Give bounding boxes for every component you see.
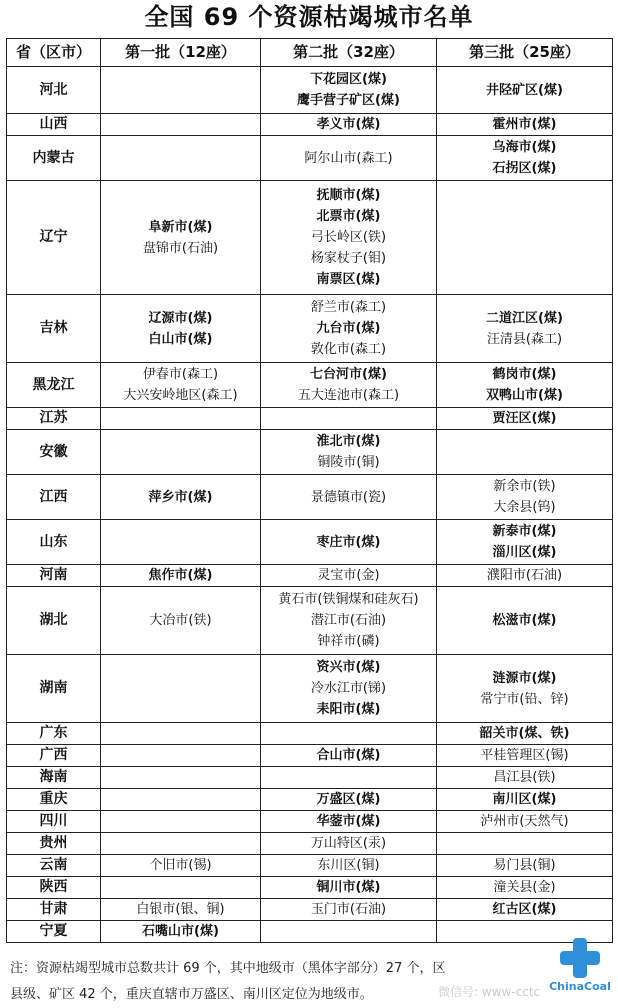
batch-2-cell	[261, 833, 437, 855]
city-entry: 韶关市(煤、铁)	[479, 726, 570, 741]
footnote-line-1: 注：资源枯竭型城市总数共计 69 个，其中地级市（黑体字部分）27 个，区	[10, 961, 446, 976]
batch-2-cell	[261, 114, 437, 136]
header-batch-3: 第三批（25座）	[437, 39, 613, 67]
city-entry: 新泰市(煤)	[492, 524, 557, 539]
batch-1-cell	[101, 520, 261, 565]
province-cell: 辽宁	[7, 181, 101, 295]
batch-2-cell	[261, 295, 437, 363]
table-row	[7, 811, 613, 833]
city-entry: 辽源市(煤)	[148, 310, 213, 326]
table-row	[7, 833, 613, 855]
batch-2-cell	[261, 789, 437, 811]
city-entry: 黄石市(铁铜煤和硅灰石)	[278, 592, 419, 607]
table-row	[7, 745, 613, 767]
batch-1-cell	[101, 475, 261, 520]
batch-1-cell	[101, 767, 261, 789]
city-entry: 石嘴山市(煤)	[142, 924, 219, 939]
province-cell: 内蒙古	[7, 136, 101, 181]
city-entry: 灵宝市(金)	[317, 568, 380, 583]
city-entry: 盘锦市(石油)	[142, 240, 219, 256]
table-body	[7, 67, 613, 943]
batch-1-cell	[101, 408, 261, 430]
city-entry: 七台河市(煤)	[310, 367, 387, 382]
batch-3-cell	[437, 855, 613, 877]
batch-2-cell	[261, 565, 437, 587]
batch-3-cell	[437, 363, 613, 408]
city-entry: 南川区(煤)	[492, 792, 557, 807]
batch-1-cell	[101, 789, 261, 811]
province-cell: 广东	[7, 723, 101, 745]
city-entry: 鹰手营子矿区(煤)	[297, 93, 400, 108]
city-entry: 华蓥市(煤)	[316, 814, 381, 829]
province-cell: 河北	[7, 67, 101, 114]
batch-1-cell	[101, 877, 261, 899]
city-entry: 枣庄市(煤)	[316, 534, 381, 550]
batch-2-cell	[261, 430, 437, 475]
chinacoal-logo	[548, 936, 612, 998]
city-entry: 钟祥市(磷)	[317, 634, 380, 649]
city-entry: 下花园区(煤)	[310, 72, 387, 87]
batch-2-cell	[261, 877, 437, 899]
city-entry: 石拐区(煤)	[492, 161, 557, 176]
batch-3-cell	[437, 723, 613, 745]
batch-2-cell	[261, 136, 437, 181]
city-entry: 淮北市(煤)	[316, 434, 381, 449]
footnote-line-2: 县级、矿区 42 个，重庆直辖市万盛区、南川区定位为地级市。	[10, 987, 373, 1002]
batch-1-cell	[101, 723, 261, 745]
table-row	[7, 855, 613, 877]
city-list-table	[6, 38, 613, 943]
table-row	[7, 136, 613, 181]
city-entry: 弓长岭区(铁)	[310, 230, 387, 245]
batch-3-cell	[437, 181, 613, 295]
city-entry: 个旧市(锡)	[149, 858, 212, 873]
batch-3-cell	[437, 67, 613, 114]
city-entry: 潼关县(金)	[493, 880, 556, 895]
batch-1-cell	[101, 899, 261, 921]
city-entry: 萍乡市(煤)	[148, 489, 213, 505]
city-entry: 敦化市(森工)	[310, 342, 387, 357]
batch-1-cell	[101, 181, 261, 295]
table-row	[7, 475, 613, 520]
batch-2-cell	[261, 475, 437, 520]
city-entry: 易门县(铜)	[493, 858, 556, 873]
city-entry: 北票市(煤)	[316, 209, 381, 224]
batch-3-cell	[437, 520, 613, 565]
city-entry: 乌海市(煤)	[492, 140, 557, 155]
table-row	[7, 430, 613, 475]
batch-3-cell	[437, 877, 613, 899]
city-entry: 红古区(煤)	[492, 902, 557, 917]
city-entry: 合山市(煤)	[316, 748, 381, 763]
batch-2-cell	[261, 855, 437, 877]
city-entry: 玉门市(石油)	[310, 902, 387, 917]
city-entry: 东川区(铜)	[317, 858, 380, 873]
batch-1-cell	[101, 833, 261, 855]
province-cell: 江苏	[7, 408, 101, 430]
city-entry: 大兴安岭地区(森工)	[123, 388, 238, 403]
city-entry: 二道江区(煤)	[486, 310, 563, 326]
table-row	[7, 565, 613, 587]
logo-text: ChinaCoal	[549, 980, 611, 993]
city-entry: 景德镇市(瓷)	[310, 489, 387, 505]
batch-3-cell	[437, 587, 613, 655]
city-entry: 泸州市(天然气)	[480, 814, 569, 829]
city-entry: 伊春市(森工)	[142, 367, 219, 382]
city-entry: 大冶市(铁)	[149, 613, 212, 628]
batch-1-cell	[101, 811, 261, 833]
table-row	[7, 67, 613, 114]
city-entry: 常宁市(铅、锌)	[480, 691, 569, 707]
batch-2-cell	[261, 745, 437, 767]
city-entry: 五大连池市(森工)	[297, 388, 400, 403]
page-title: 全国 69 个资源枯竭城市名单	[144, 3, 474, 31]
table-row	[7, 921, 613, 943]
table-row	[7, 767, 613, 789]
table-header-row	[7, 39, 613, 67]
batch-1-cell	[101, 430, 261, 475]
watermark-text: 微信号: www-cctc	[438, 985, 541, 999]
batch-3-cell	[437, 565, 613, 587]
batch-3-cell	[437, 655, 613, 723]
batch-1-cell	[101, 67, 261, 114]
batch-2-cell	[261, 587, 437, 655]
province-cell: 云南	[7, 855, 101, 877]
table-row	[7, 181, 613, 295]
batch-1-cell	[101, 136, 261, 181]
header-batch-1: 第一批（12座）	[101, 39, 261, 67]
province-cell: 宁夏	[7, 921, 101, 943]
batch-3-cell	[437, 833, 613, 855]
batch-2-cell	[261, 408, 437, 430]
table-row	[7, 877, 613, 899]
table-row	[7, 587, 613, 655]
city-entry: 松滋市(煤)	[492, 613, 557, 628]
city-entry: 鹤岗市(煤)	[492, 367, 557, 382]
province-cell: 陕西	[7, 877, 101, 899]
batch-2-cell	[261, 767, 437, 789]
batch-2-cell	[261, 899, 437, 921]
city-entry: 焦作市(煤)	[148, 568, 213, 583]
province-cell: 重庆	[7, 789, 101, 811]
batch-1-cell	[101, 655, 261, 723]
batch-2-cell	[261, 723, 437, 745]
table-row	[7, 723, 613, 745]
batch-2-cell	[261, 811, 437, 833]
province-cell: 海南	[7, 767, 101, 789]
city-entry: 铜陵市(铜)	[317, 455, 380, 470]
batch-3-cell	[437, 811, 613, 833]
city-entry: 九台市(煤)	[316, 321, 381, 336]
batch-2-cell	[261, 363, 437, 408]
province-cell: 黑龙江	[7, 363, 101, 408]
batch-3-cell	[437, 136, 613, 181]
province-cell: 山西	[7, 114, 101, 136]
city-entry: 抚顺市(煤)	[316, 188, 381, 203]
city-entry: 万盛区(煤)	[316, 792, 381, 807]
city-entry: 资兴市(煤)	[316, 660, 381, 675]
batch-1-cell	[101, 587, 261, 655]
table-row	[7, 114, 613, 136]
city-entry: 濮阳市(石油)	[486, 568, 563, 583]
table-row	[7, 295, 613, 363]
city-entry: 耒阳市(煤)	[316, 702, 381, 717]
batch-2-cell	[261, 67, 437, 114]
batch-1-cell	[101, 363, 261, 408]
city-entry: 新余市(铁)	[493, 479, 556, 494]
province-cell: 广西	[7, 745, 101, 767]
batch-2-cell	[261, 655, 437, 723]
city-entry: 汪清县(森工)	[486, 331, 563, 347]
city-entry: 南票区(煤)	[316, 272, 381, 287]
city-entry: 潜江市(石油)	[310, 613, 387, 628]
province-cell: 湖北	[7, 587, 101, 655]
city-entry: 冷水江市(锑)	[310, 681, 387, 696]
batch-3-cell	[437, 295, 613, 363]
table-row	[7, 363, 613, 408]
city-entry: 淄川区(煤)	[492, 545, 557, 560]
province-cell: 山东	[7, 520, 101, 565]
city-entry: 万山特区(汞)	[310, 836, 387, 851]
footnote	[10, 956, 550, 1008]
city-entry: 白银市(银、铜)	[136, 902, 225, 917]
city-entry: 双鸭山市(煤)	[486, 388, 563, 403]
batch-2-cell	[261, 520, 437, 565]
batch-3-cell	[437, 767, 613, 789]
city-entry: 白山市(煤)	[148, 331, 213, 347]
batch-1-cell	[101, 855, 261, 877]
batch-3-cell	[437, 899, 613, 921]
logo-cross-icon	[560, 938, 600, 978]
city-entry: 贾汪区(煤)	[492, 411, 557, 426]
batch-3-cell	[437, 475, 613, 520]
city-entry: 霍州市(煤)	[492, 117, 557, 132]
province-cell: 贵州	[7, 833, 101, 855]
city-entry: 阜新市(煤)	[148, 219, 213, 235]
batch-1-cell	[101, 565, 261, 587]
header-province: 省（区市）	[7, 39, 101, 67]
table-row	[7, 408, 613, 430]
batch-3-cell	[437, 789, 613, 811]
batch-3-cell	[437, 114, 613, 136]
city-entry: 涟源市(煤)	[492, 670, 557, 686]
city-entry: 孝义市(煤)	[316, 117, 381, 132]
batch-3-cell	[437, 745, 613, 767]
province-cell: 安徽	[7, 430, 101, 475]
province-cell: 江西	[7, 475, 101, 520]
table-row	[7, 520, 613, 565]
table-row	[7, 655, 613, 723]
province-cell: 河南	[7, 565, 101, 587]
batch-1-cell	[101, 295, 261, 363]
province-cell: 湖南	[7, 655, 101, 723]
batch-1-cell	[101, 921, 261, 943]
city-entry: 杨家杖子(钼)	[310, 251, 387, 266]
city-entry: 铜川市(煤)	[316, 880, 381, 895]
batch-1-cell	[101, 745, 261, 767]
table-row	[7, 789, 613, 811]
city-entry: 平桂管理区(锡)	[480, 748, 569, 763]
batch-2-cell	[261, 921, 437, 943]
province-cell: 吉林	[7, 295, 101, 363]
city-entry: 昌江县(铁)	[493, 770, 556, 785]
batch-3-cell	[437, 408, 613, 430]
header-batch-2: 第二批（32座）	[261, 39, 437, 67]
batch-3-cell	[437, 430, 613, 475]
table-row	[7, 899, 613, 921]
batch-1-cell	[101, 114, 261, 136]
province-cell: 四川	[7, 811, 101, 833]
city-entry: 井陉矿区(煤)	[486, 82, 563, 98]
batch-2-cell	[261, 181, 437, 295]
city-entry: 大余县(钨)	[493, 500, 556, 515]
province-cell: 甘肃	[7, 899, 101, 921]
city-entry: 舒兰市(森工)	[310, 300, 387, 315]
city-entry: 阿尔山市(森工)	[304, 150, 393, 166]
